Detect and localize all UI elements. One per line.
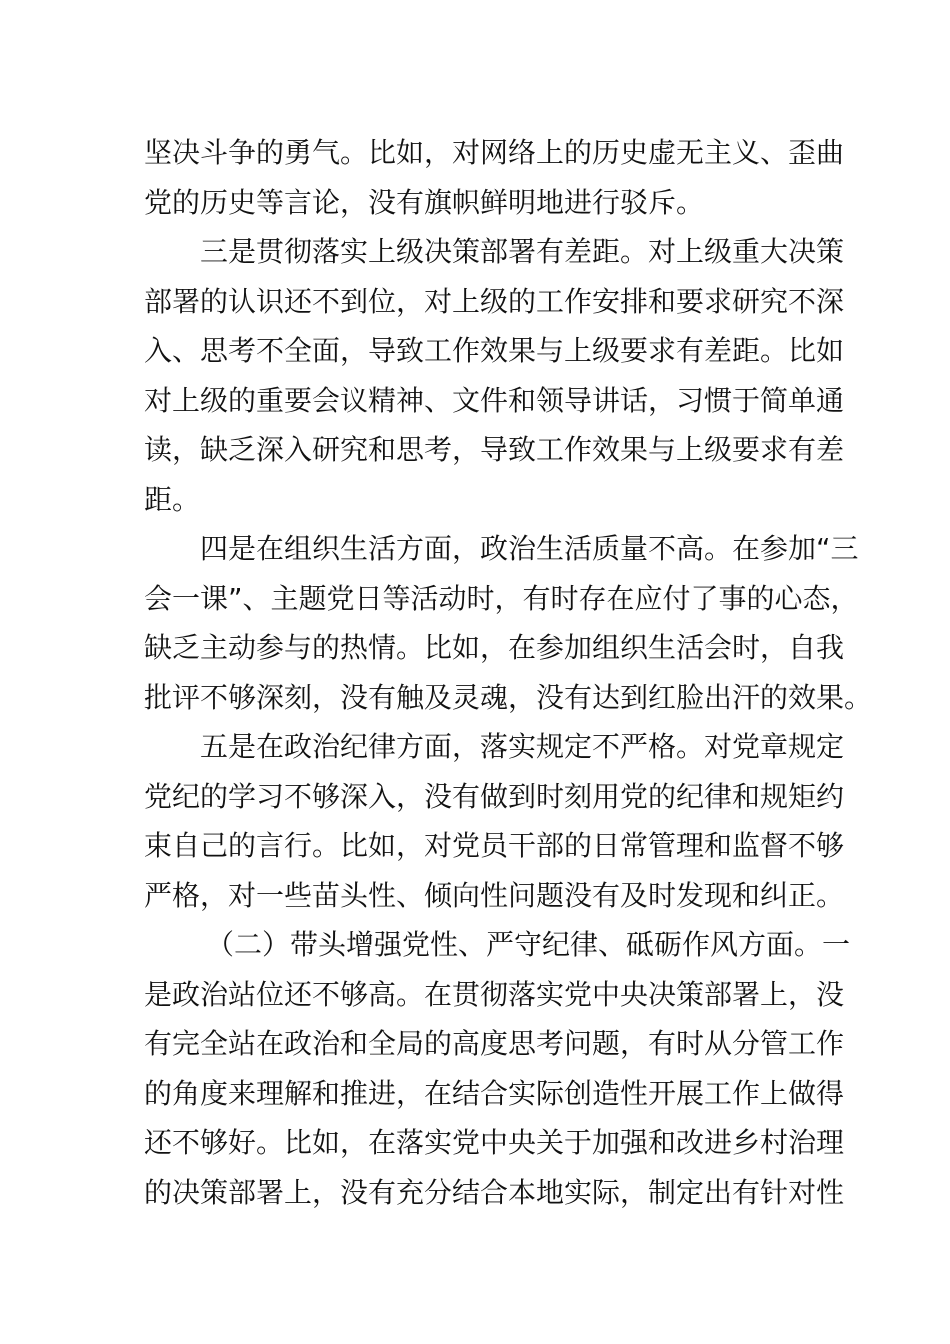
text-line-1: 坚决斗争的勇气。比如，对网络上的历史虚无主义、歪曲 [144, 136, 845, 169]
text-line-21: 还不够好。比如，在落实党中央关于加强和改进乡村治理 [144, 1126, 845, 1159]
text-line-13: 五是在政治纪律方面，落实规定不严格。对党章规定 [200, 730, 845, 763]
text-line-5: 入、思考不全面，导致工作效果与上级要求有差距。比如 [144, 334, 845, 367]
text-line-17: （二）带头增强党性、严守纪律、砥砺作风方面。一 [206, 928, 851, 961]
document-body [144, 128, 873, 1217]
text-line-18: 是政治站位还不够高。在贯彻落实党中央决策部署上，没 [144, 977, 845, 1011]
text-line-7: 读，缺乏深入研究和思考，导致工作效果与上级要求有差 [144, 433, 845, 466]
text-line-14: 党纪的学习不够深入，没有做到时刻用党的纪律和规矩约 [144, 779, 845, 813]
text-line-12: 批评不够深刻，没有触及灵魂，没有达到红脸出汗的效果。 [144, 680, 873, 714]
text-line-16: 严格，对一些苗头性、倾向性问题没有及时发现和纠正。 [144, 878, 845, 912]
text-line-19: 有完全站在政治和全局的高度思考问题，有时从分管工作 [144, 1027, 845, 1060]
text-line-6: 对上级的重要会议精神、文件和领导讲话，习惯于简单通 [144, 383, 845, 417]
text-line-22: 的决策部署上，没有充分结合本地实际，制定出有针对性 [144, 1175, 845, 1209]
text-line-9: 四是在组织生活方面，政治生活质量不高。在参加“三 [200, 532, 859, 565]
text-line-10: 会一课”、主题党日等活动时，有时存在应付了事的心态， [144, 581, 859, 615]
text-line-15: 束自己的言行。比如，对党员干部的日常管理和监督不够 [144, 829, 845, 862]
text-line-11: 缺乏主动参与的热情。比如，在参加组织生活会时，自我 [144, 631, 845, 664]
text-line-20: 的角度来理解和推进，在结合实际创造性开展工作上做得 [144, 1076, 845, 1110]
text-line-4: 部署的认识还不到位，对上级的工作安排和要求研究不深 [144, 284, 845, 318]
text-line-8: 距。 [144, 482, 201, 516]
text-line-2: 党的历史等言论，没有旗帜鲜明地进行驳斥。 [144, 185, 705, 219]
text-line-3: 三是贯彻落实上级决策部署有差距。对上级重大决策 [200, 235, 845, 268]
